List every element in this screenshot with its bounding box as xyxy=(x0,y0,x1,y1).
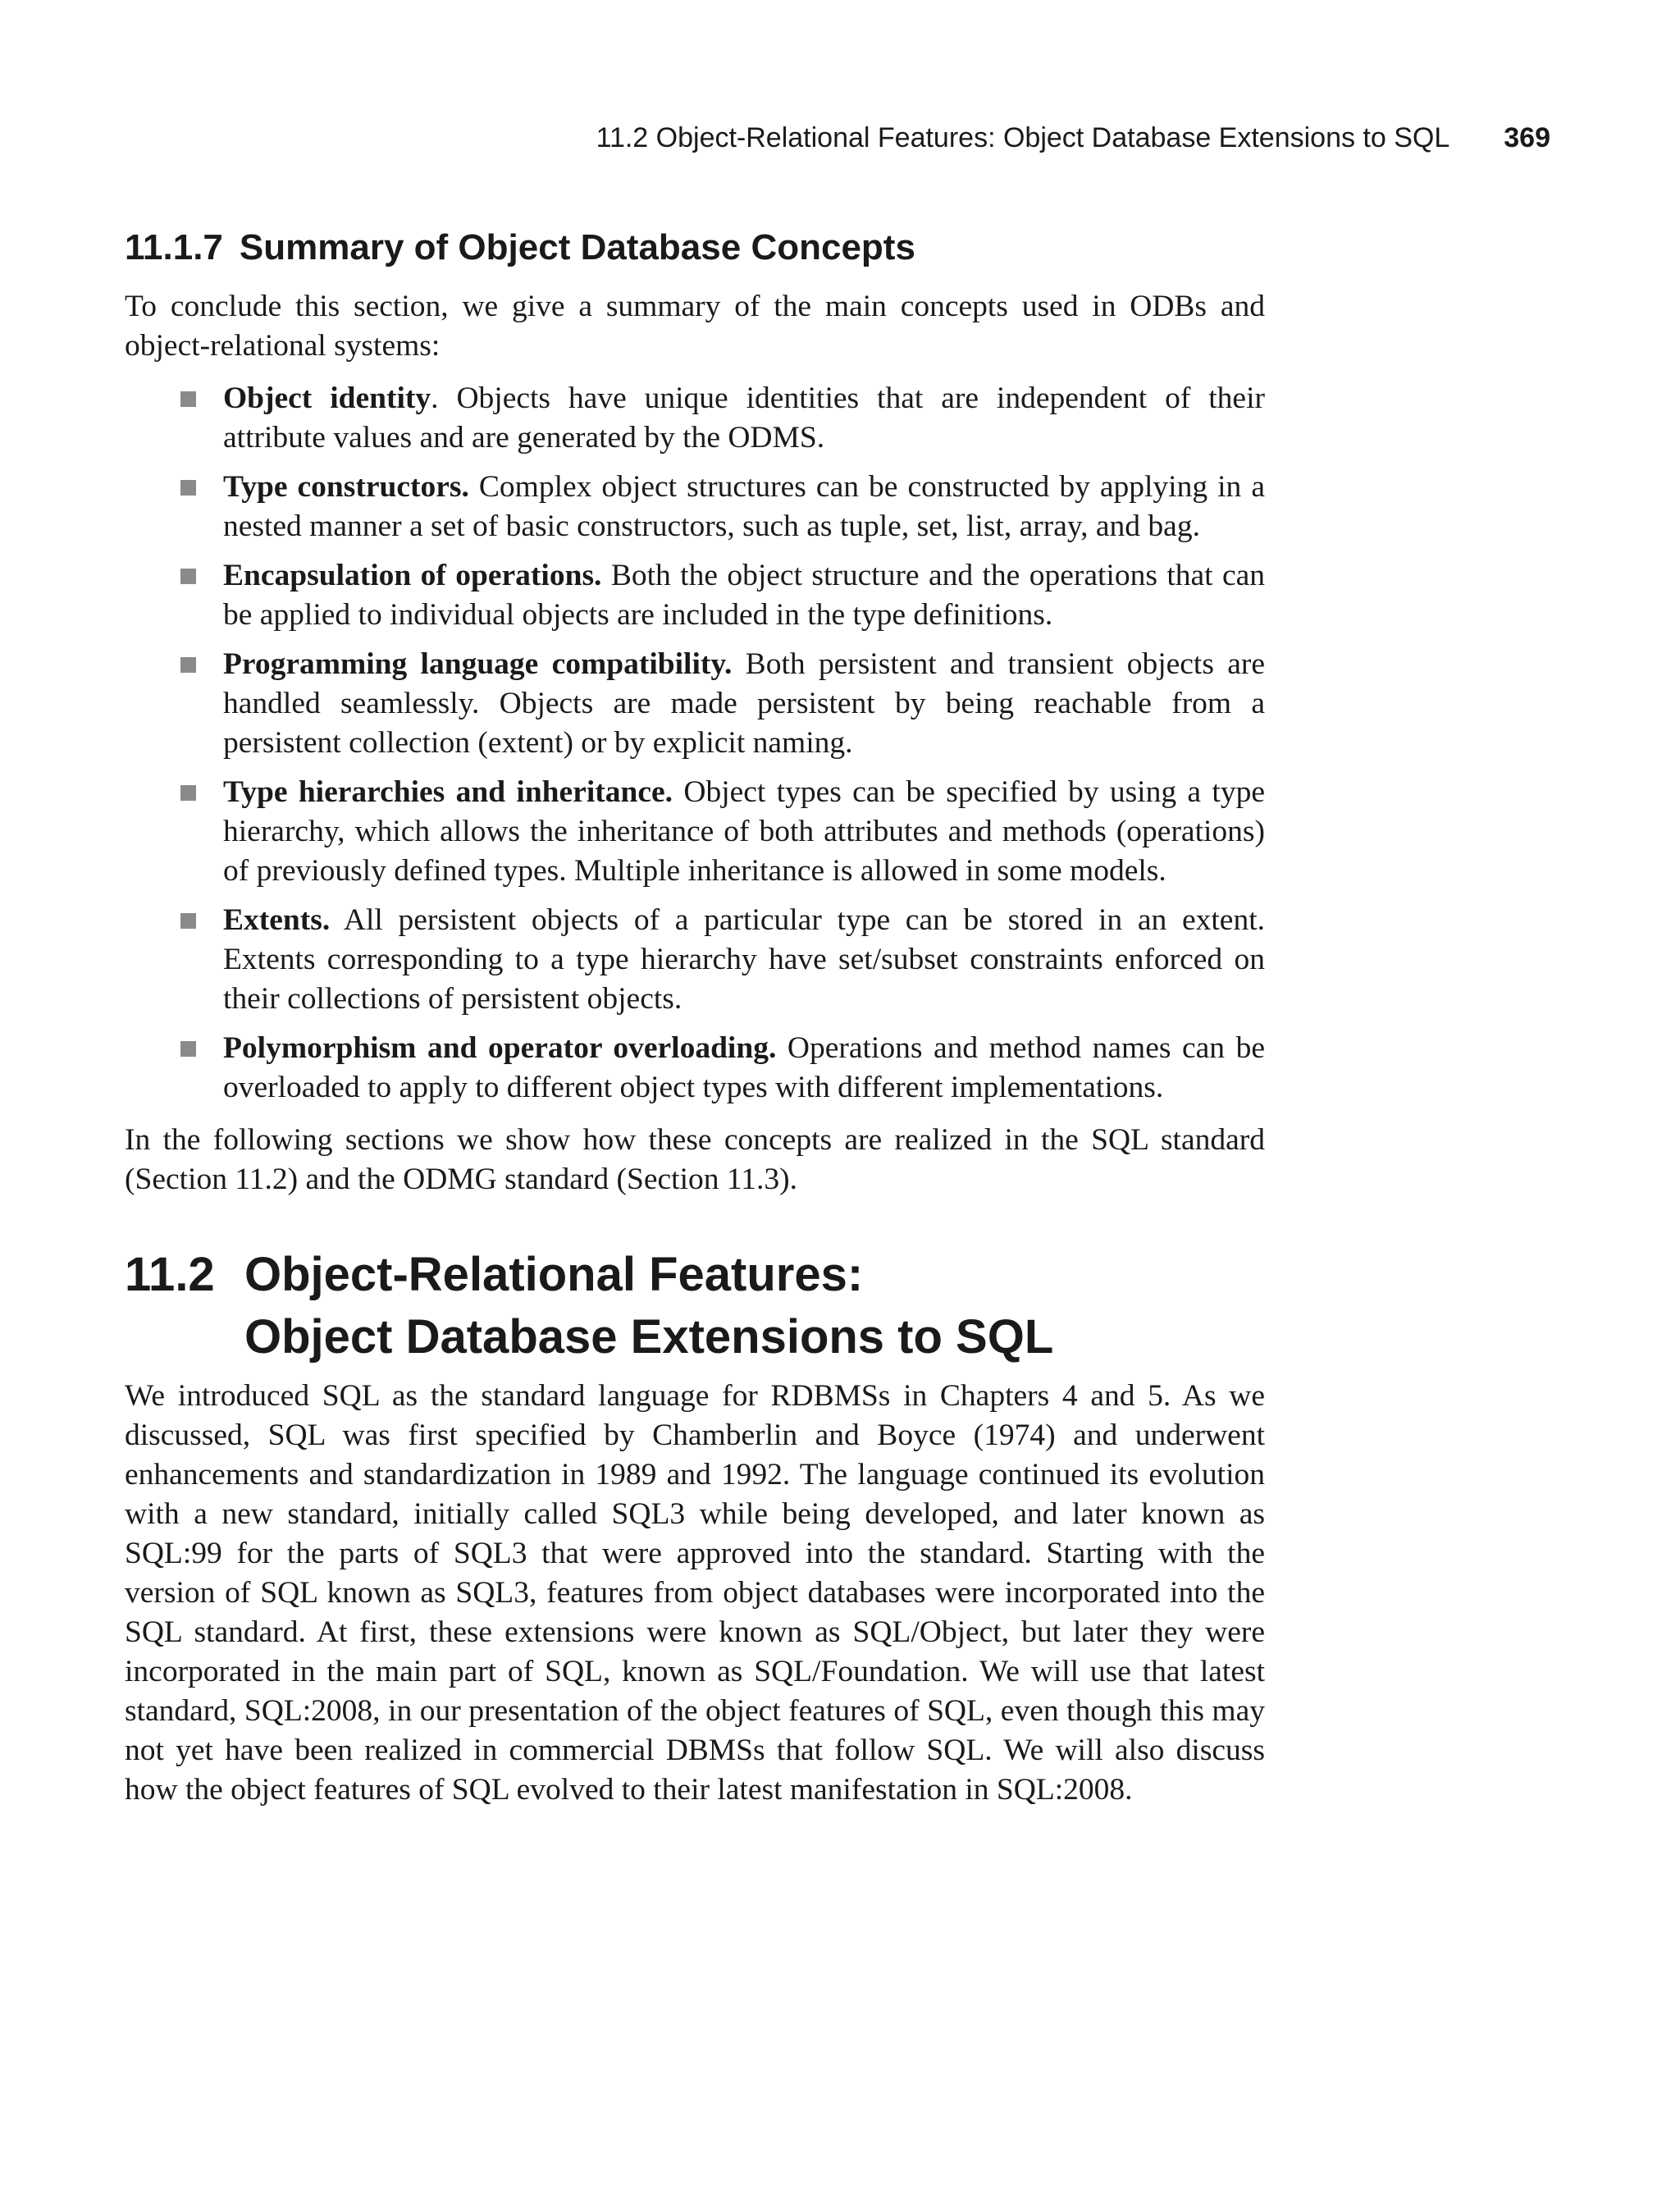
page-content xyxy=(125,225,1265,1810)
square-bullet-icon xyxy=(180,785,196,801)
square-bullet-icon xyxy=(180,569,196,584)
concept-term: Programming language compatibility. xyxy=(223,647,733,681)
subsection-followup: In the following sections we show how these concepts are realized in the SQL standard (Section 11.2) and the ODMG standard (Section 11.3). xyxy=(125,1123,1265,1196)
concept-description: Operations and method names can be overloaded to apply to different object types with different implementations. xyxy=(223,1031,1265,1104)
concept-description: Both persistent and transient objects are handled seamlessly. Objects are made persistent by being reachable from a persistent collection (extent) or by explicit naming. xyxy=(223,647,1265,760)
list-item xyxy=(223,468,1265,546)
square-bullet-icon xyxy=(180,657,196,673)
concept-term: Extents. xyxy=(223,903,331,937)
concept-list xyxy=(125,379,1265,1108)
running-head xyxy=(492,120,1550,156)
section-title-line-1: Object-Relational Features: xyxy=(244,1248,864,1301)
concept-term: Encapsulation of operations. xyxy=(223,559,602,592)
section-heading xyxy=(125,1244,1265,1368)
square-bullet-icon xyxy=(180,480,196,496)
list-item xyxy=(223,556,1265,635)
subsection-number: 11.1.7 xyxy=(125,227,223,267)
concept-term: Type constructors. xyxy=(223,470,469,504)
concept-description: Object types can be specified by using a type hierarchy, which allows the inheritance of both attributes and methods (operations) of previously defined types. Multiple inheritance is allowed in some models. xyxy=(223,775,1265,888)
page-number: 369 xyxy=(1504,122,1550,153)
concept-description: . Objects have unique identities that are independent of their attribute values and are generated by the ODMS. xyxy=(223,381,1265,455)
subsection-intro: To conclude this section, we give a summary of the main concepts used in ODBs and object-relational systems: xyxy=(125,290,1265,363)
square-bullet-icon xyxy=(180,391,196,407)
running-head-title: 11.2 Object-Relational Features: Object Database Extensions to SQL xyxy=(596,122,1450,153)
list-item xyxy=(223,1029,1265,1108)
square-bullet-icon xyxy=(180,1041,196,1057)
section-body: We introduced SQL as the standard language for RDBMSs in Chapters 4 and 5. As we discussed, SQL was first specified by Chamberlin and Boyce (1974) and underwent enhancements and standardization in 1989 and 1992. The language continued its evolution with a new standard, initially called SQL3 while being developed, and later known as SQL:99 for the parts of SQL3 that were approved into the standard. Starting with the version of SQL known as SQL3, features from object databases were incorporated into the SQL standard. At first, these extensions were known as SQL/Object, but later they were incorporated in the main part of SQL, known as SQL/Foundation. We will use that latest standard, SQL:2008, in our presentation of the object features of SQL, even though this may not yet have been realized in commercial DBMSs that follow SQL. We will also discuss how the object features of SQL evolved to their latest manifestation in SQL:2008. xyxy=(125,1379,1265,1807)
square-bullet-icon xyxy=(180,913,196,929)
list-item xyxy=(223,773,1265,891)
subsection-heading xyxy=(125,225,1265,271)
section-number: 11.2 xyxy=(125,1248,215,1301)
concept-term: Object identity xyxy=(223,381,431,415)
concept-term: Polymorphism and operator overloading. xyxy=(223,1031,777,1065)
list-item xyxy=(223,901,1265,1019)
section-title-line-2: Object Database Extensions to SQL xyxy=(244,1310,1054,1364)
subsection-title: Summary of Object Database Concepts xyxy=(239,227,915,267)
concept-description: All persistent objects of a particular type can be stored in an extent. Extents corresponding to a type hierarchy have set/subset constraints enforced on their collections of persistent objects. xyxy=(223,903,1265,1016)
concept-description: Both the object structure and the operations that can be applied to individual objects are included in the type definitions. xyxy=(223,559,1266,632)
list-item xyxy=(223,645,1265,763)
concept-term: Type hierarchies and inheritance. xyxy=(223,775,673,809)
concept-description: Complex object structures can be constructed by applying in a nested manner a set of basic constructors, such as tuple, set, list, array, and bag. xyxy=(223,470,1265,543)
list-item xyxy=(223,379,1265,458)
